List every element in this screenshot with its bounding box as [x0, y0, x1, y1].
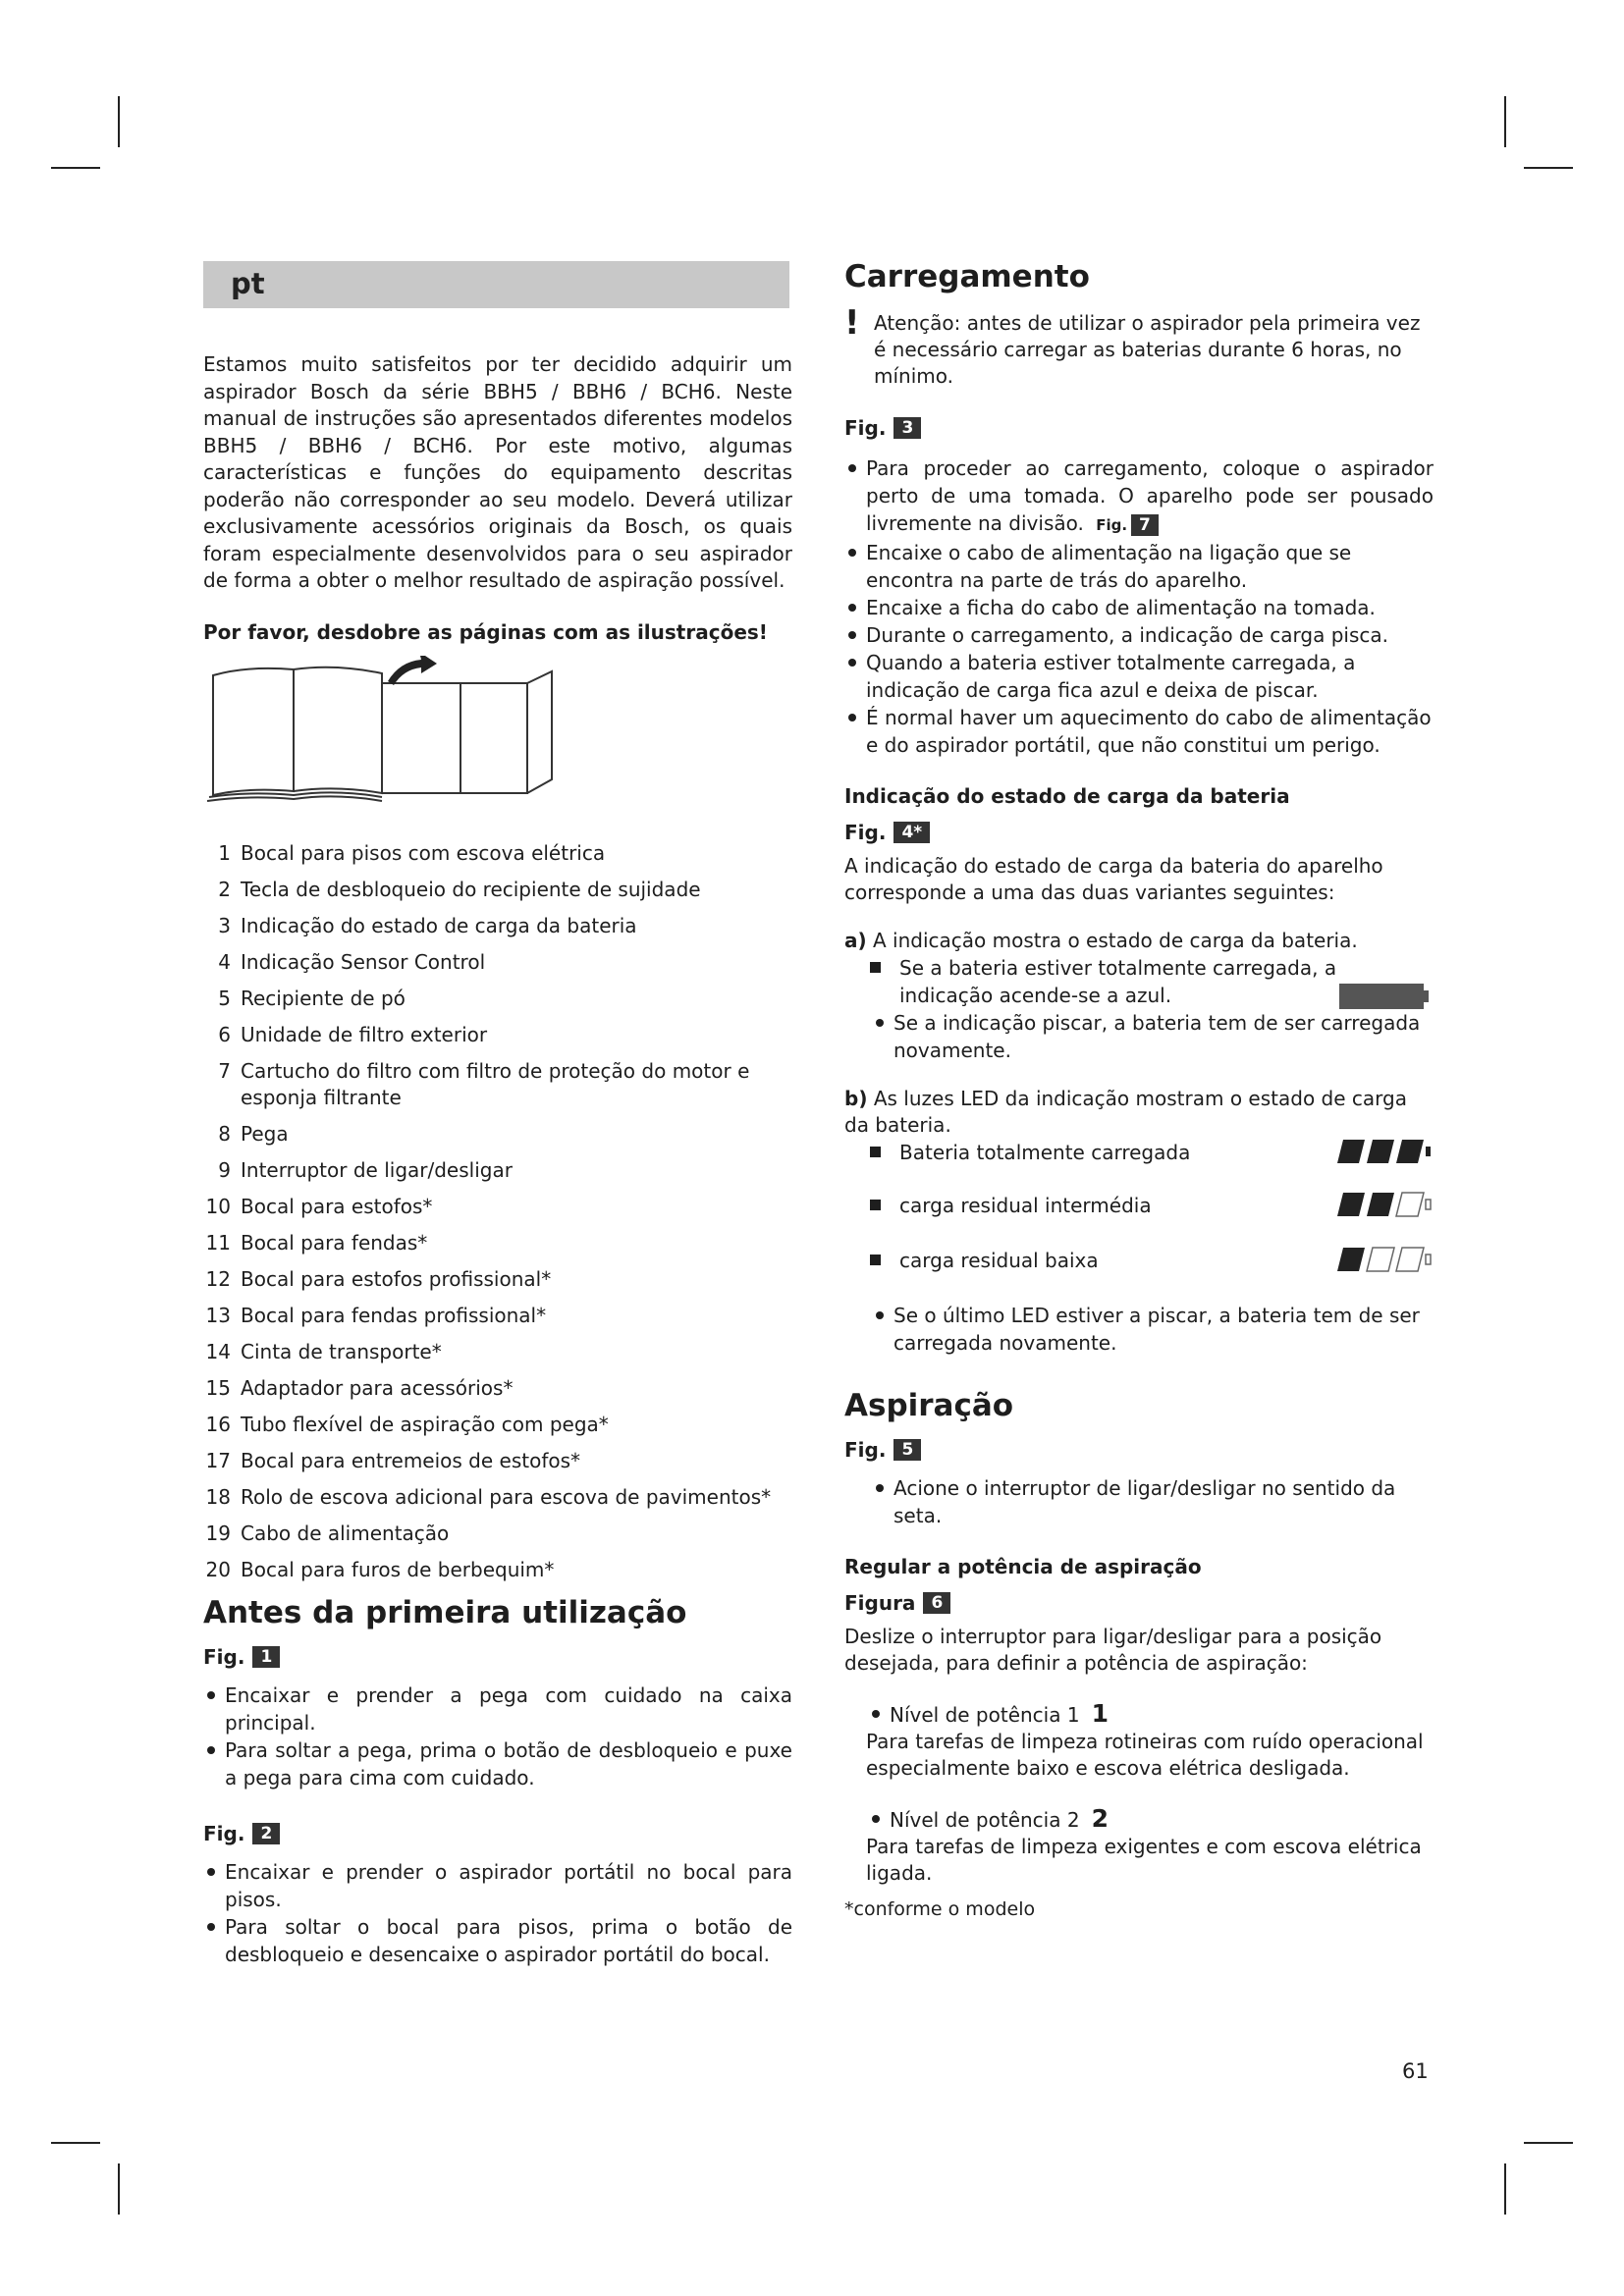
- battery-segment-filled: [1337, 1193, 1365, 1216]
- list-item: Quando a bateria estiver totalmente carregada, a indicação de carga fica azul e deixa de piscar.: [844, 649, 1434, 704]
- crop-mark: [1504, 96, 1506, 147]
- list-item: 5 Recipiente de pó: [218, 986, 406, 1010]
- section-heading-before-use: Antes da primeira utilização: [203, 1594, 687, 1630]
- battery-icon-medium: [1331, 1190, 1434, 1219]
- list-item: 3 Indicação do estado de carga da bateria: [218, 913, 637, 937]
- list-item: Se a indicação piscar, a bateria tem de ser carregada novamente.: [872, 1009, 1434, 1064]
- crop-mark: [1524, 167, 1573, 169]
- battery-level-row: Bateria totalmente carregada: [844, 1139, 1434, 1166]
- unfold-notice: Por favor, desdobre as páginas com as ilustrações!: [203, 619, 768, 644]
- battery-tip: [1426, 1255, 1431, 1264]
- battery-levels: [844, 1139, 1434, 1274]
- figure-reference: Fig. 2: [203, 1819, 792, 1848]
- variant-a: a) A indicação mostra o estado de carga da bateria.: [844, 929, 1358, 952]
- figure-number-badge: 6: [923, 1592, 950, 1614]
- battery-segment-empty: [1396, 1193, 1424, 1216]
- list-item: 7 Cartucho do filtro com filtro de proteção do motor e esponja filtrante: [218, 1058, 750, 1109]
- power-level-2-description: Para tarefas de limpeza exigentes e com escova elétrica ligada.: [866, 1835, 1422, 1885]
- battery-segment-filled: [1367, 1140, 1394, 1163]
- battery-segment-filled: [1337, 1140, 1365, 1163]
- unfold-pages-illustration: [203, 656, 576, 803]
- battery-icon-full: [1331, 1137, 1434, 1166]
- battery-segment-empty: [1396, 1248, 1424, 1271]
- list-item: Encaixe a ficha do cabo de alimentação na tomada.: [844, 594, 1434, 621]
- list-item: 11 Bocal para fendas*: [205, 1230, 428, 1255]
- warning-note: ! Atenção: antes de utilizar o aspirador pela primeira vez é necessário carregar as baterias durante 6 horas, no mínimo.: [844, 303, 1421, 388]
- figure-number-badge: 3: [893, 417, 921, 439]
- crop-mark: [1504, 2163, 1506, 2215]
- list-item: 17 Bocal para entremeios de estofos*: [205, 1448, 581, 1472]
- page-number: 61: [1402, 2059, 1429, 2083]
- list-item: Encaixar e prender a pega com cuidado na caixa principal.: [203, 1682, 792, 1736]
- list-item: 19 Cabo de alimentação: [205, 1521, 450, 1545]
- crop-mark: [118, 96, 120, 147]
- list-item: Para soltar o bocal para pisos, prima o botão de desbloqueio e desencaixe o aspirador portátil do bocal.: [203, 1913, 792, 1968]
- power-intro: Deslize o interruptor para ligar/desligar para a posição desejada, para definir a potência de aspiração:: [844, 1625, 1382, 1675]
- figure-reference: Fig. 4*: [844, 818, 1434, 847]
- list-item: Durante o carregamento, a indicação de carga pisca.: [844, 621, 1434, 649]
- section-heading-vacuuming: Aspiração: [844, 1388, 1014, 1423]
- parts-list: [203, 840, 792, 1583]
- battery-segment-filled: [1337, 1248, 1365, 1271]
- left-column: [203, 257, 792, 1968]
- language-label: pt: [231, 267, 265, 300]
- list-item: 14 Cinta de transporte*: [205, 1339, 442, 1363]
- battery-level-row: carga residual baixa: [844, 1247, 1434, 1274]
- power-level-1: Nível de potência 1 1: [868, 1700, 1434, 1729]
- battery-icon-low: [1331, 1245, 1434, 1274]
- list-item: 16 Tubo flexível de aspiração com pega*: [205, 1412, 609, 1436]
- list-item: Para proceder ao carregamento, coloque o aspirador perto de uma tomada. O aparelho pode ser pousado livremente na divisão. Fig. 7: [844, 454, 1434, 539]
- list-item: 4 Indicação Sensor Control: [218, 949, 486, 974]
- battery-tip: [1426, 1200, 1431, 1209]
- battery-tip: [1426, 1147, 1431, 1156]
- list-item: Para soltar a pega, prima o botão de desbloqueio e puxe a pega para cima com cuidado.: [203, 1736, 792, 1791]
- intro-paragraph: Estamos muito satisfeitos por ter decidido adquirir um aspirador Bosch da série BBH5 / BBH6 / BCH6. Neste manual de instruções são apresentados diferentes modelos BBH5 / BBH6 / BCH6. Por este motivo, algumas características e funções do equipamento descritas poderão não corresponder ao seu modelo. Deverá utilizar exclusivamente acessórios originais da Bosch, os quais foram especialmente desenvolvidos para o seu aspirador de forma a obter o melhor resultado de aspiração possível.: [203, 352, 792, 592]
- figure-number-badge: 7: [1131, 514, 1159, 536]
- battery-segment-filled: [1367, 1193, 1394, 1216]
- crop-mark: [51, 2142, 100, 2144]
- list-item: 8 Pega: [218, 1121, 289, 1146]
- variant-a-full: Se a bateria estiver totalmente carregada, a indicação acende-se a azul.: [844, 954, 1434, 1009]
- crop-mark: [1524, 2142, 1573, 2144]
- list-item: 2 Tecla de desbloqueio do recipiente de sujidade: [218, 877, 701, 901]
- list-item: Encaixar e prender o aspirador portátil no bocal para pisos.: [203, 1858, 792, 1913]
- footnote: *conforme o modelo: [844, 1898, 1036, 1920]
- list-item: 9 Interruptor de ligar/desligar: [218, 1157, 513, 1182]
- section-heading-charging: Carregamento: [844, 259, 1090, 294]
- list-item: 6 Unidade de filtro exterior: [218, 1022, 488, 1046]
- subheading-battery-status: Indicação do estado de carga da bateria: [844, 784, 1290, 808]
- subheading-power: Regular a potência de aspiração: [844, 1555, 1202, 1578]
- figure-number-badge: 2: [252, 1823, 280, 1844]
- battery-status-intro: A indicação do estado de carga da bateria do aparelho corresponde a uma das duas variantes seguintes:: [844, 854, 1383, 904]
- list-item: Acione o interruptor de ligar/desligar no sentido da seta.: [872, 1474, 1434, 1529]
- list-item: 12 Bocal para estofos profissional*: [205, 1266, 552, 1291]
- list-item: 10 Bocal para estofos*: [205, 1194, 433, 1218]
- figure-number-badge: 4*: [893, 822, 930, 843]
- list-item: 15 Adaptador para acessórios*: [205, 1375, 514, 1400]
- crop-mark: [51, 167, 100, 169]
- battery-indicator-blue: [1339, 984, 1430, 1009]
- figure-reference: Fig. 5: [844, 1435, 1434, 1465]
- figure-reference: Figura 6: [844, 1588, 1434, 1618]
- language-bar: [203, 261, 789, 308]
- list-item: Encaixe o cabo de alimentação na ligação que se encontra na parte de trás do aparelho.: [844, 539, 1434, 594]
- figure-number-badge: 5: [893, 1439, 921, 1461]
- battery-segment-empty: [1367, 1248, 1394, 1271]
- variant-b: b) As luzes LED da indicação mostram o estado de carga da bateria.: [844, 1087, 1407, 1137]
- list-item: 13 Bocal para fendas profissional*: [205, 1303, 547, 1327]
- figure-number-badge: 1: [252, 1646, 280, 1668]
- list-item: Se o último LED estiver a piscar, a bateria tem de ser carregada novamente.: [872, 1302, 1434, 1357]
- warning-icon: !: [844, 303, 860, 343]
- power-level-1-description: Para tarefas de limpeza rotineiras com ruído operacional especialmente baixo e escova elétrica desligada.: [866, 1730, 1424, 1780]
- crop-mark: [118, 2163, 120, 2215]
- list-item: 20 Bocal para furos de berbequim*: [205, 1557, 555, 1581]
- list-item: 18 Rolo de escova adicional para escova de pavimentos*: [205, 1484, 772, 1509]
- power-level-2: Nível de potência 2 2: [868, 1805, 1434, 1834]
- list-item: É normal haver um aquecimento do cabo de alimentação e do aspirador portátil, que não constitui um perigo.: [844, 704, 1434, 759]
- battery-segment-filled: [1396, 1140, 1424, 1163]
- battery-level-row: carga residual intermédia: [844, 1192, 1434, 1219]
- figure-reference: Fig. 1: [203, 1642, 792, 1672]
- figure-reference: Fig. 3: [844, 413, 1434, 443]
- list-item: 1 Bocal para pisos com escova elétrica: [218, 840, 606, 865]
- right-column: [844, 257, 1434, 1920]
